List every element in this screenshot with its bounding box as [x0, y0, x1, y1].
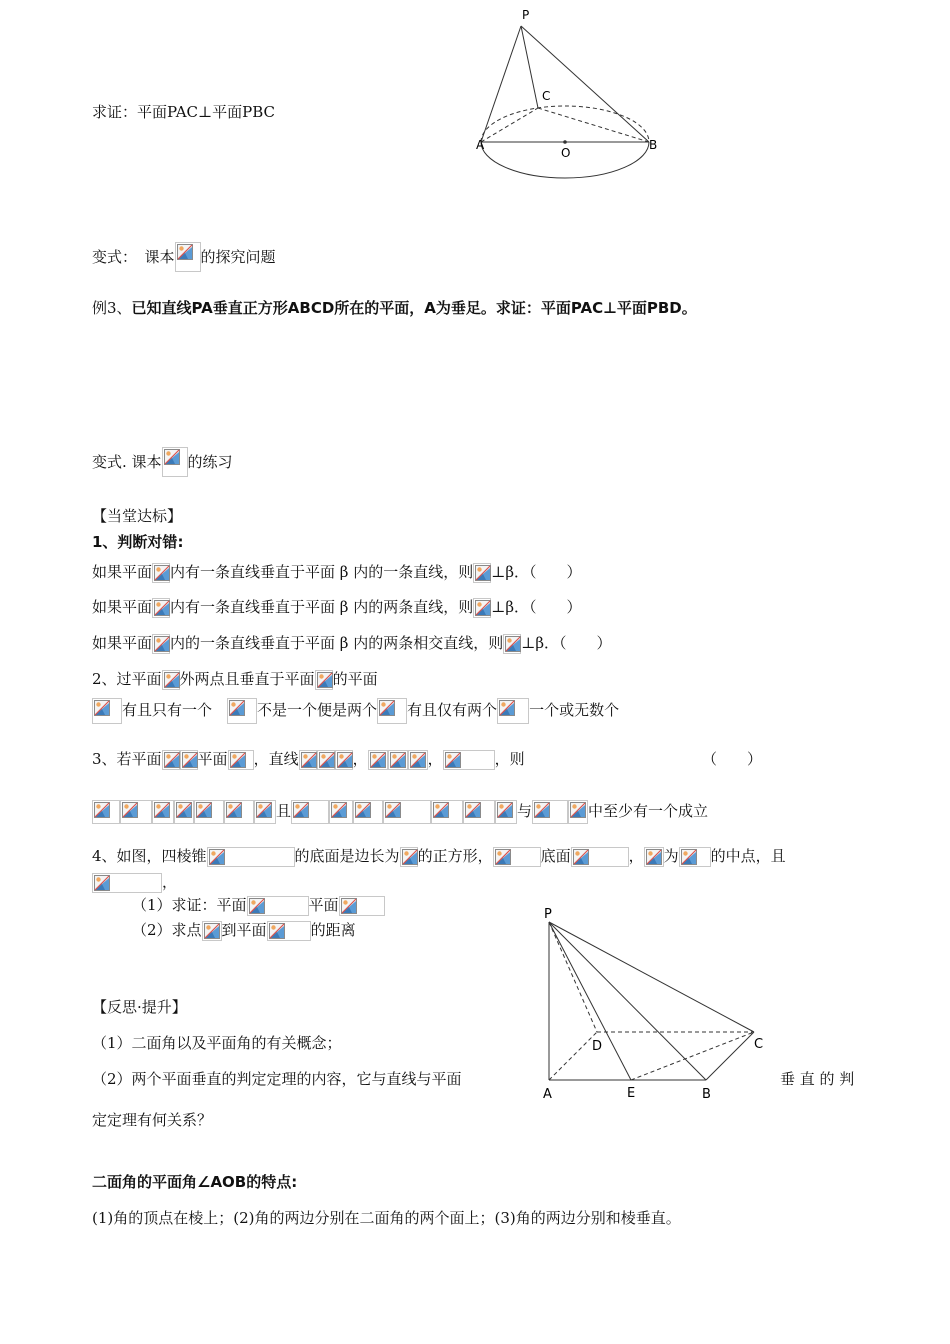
- image-icon: [329, 800, 353, 824]
- label-D: D: [592, 1039, 603, 1054]
- q1-line-3: 如果平面 内的一条直线垂直于平面 β 内的两条相交直线，则 ⊥β．（ ）: [92, 634, 612, 652]
- image-icon: [152, 800, 174, 824]
- image-icon: [152, 598, 170, 618]
- label-P: P: [522, 8, 530, 22]
- image-icon: [463, 800, 495, 824]
- reflection-1: （1）二面角以及平面角的有关概念；: [92, 1034, 342, 1052]
- image-icon: [92, 800, 120, 824]
- question-4-cont: ，: [92, 872, 177, 893]
- image-icon: [202, 921, 222, 941]
- label-E: E: [627, 1086, 636, 1101]
- image-icon: [315, 670, 333, 690]
- image-icon: [247, 896, 309, 916]
- option-b-icon: [227, 698, 257, 724]
- image-icon: [571, 847, 629, 867]
- image-icon: [162, 750, 180, 770]
- image-icon: [493, 847, 541, 867]
- image-icon: [194, 800, 224, 824]
- proof-statement: 求证：平面PAC⊥平面PBC: [92, 103, 276, 121]
- cone-figure: [470, 4, 660, 184]
- image-icon: [254, 800, 276, 824]
- image-icon: [400, 847, 418, 867]
- image-icon: [317, 750, 335, 770]
- label-O: O: [561, 146, 571, 160]
- image-icon: [267, 921, 311, 941]
- option-c-icon: [377, 698, 407, 724]
- image-icon: [120, 800, 152, 824]
- answer-bracket: （ ）: [702, 750, 763, 768]
- image-icon: [299, 750, 317, 770]
- image-icon: [568, 800, 588, 824]
- image-icon: [162, 670, 180, 690]
- question-3: 3、若平面 平面 ，直线 ， ， ，则: [92, 750, 525, 768]
- variation-2: 变式. 课本 的练习: [92, 447, 233, 477]
- pyramid-figure: [530, 902, 780, 1104]
- question-4-part-1: （1）求证：平面 平面: [132, 895, 385, 916]
- image-icon: [503, 634, 521, 654]
- image-icon: [291, 800, 329, 824]
- q1-line-1: 如果平面 内有一条直线垂直于平面 β 内的一条直线，则 ⊥β．（ ）: [92, 563, 582, 581]
- label-B: B: [649, 138, 658, 152]
- image-icon: [175, 242, 201, 272]
- option-d-icon: [497, 698, 529, 724]
- section-heading-standards: 【当堂达标】: [92, 507, 183, 525]
- image-icon: [368, 750, 388, 770]
- image-icon: [152, 563, 170, 583]
- question-2-options: 有且只有一个 不是一个便是两个 有且仅有两个 一个或无数个: [92, 698, 619, 724]
- q1-line-2: 如果平面 内有一条直线垂直于平面 β 内的两条直线，则 ⊥β．（ ）: [92, 598, 582, 616]
- image-icon: [431, 800, 463, 824]
- image-icon: [152, 634, 170, 654]
- label-C: C: [542, 89, 551, 103]
- reflection-3: 定定理有何关系？: [92, 1111, 213, 1129]
- example-3: 例3、已知直线PA垂直正方形ABCD所在的平面，A为垂足。求证：平面PAC⊥平面PBD。: [92, 299, 697, 317]
- label-P: P: [544, 907, 552, 922]
- label-B: B: [702, 1087, 711, 1102]
- variation-1: 变式： 课本 的探究问题: [92, 242, 276, 272]
- image-icon: [228, 750, 254, 770]
- image-icon: [473, 598, 491, 618]
- image-icon: [335, 750, 353, 770]
- option-a-icon: [92, 698, 122, 724]
- question-3-conditions: 且 与 中至少有一个成立: [92, 800, 708, 824]
- label-A: A: [543, 1087, 552, 1102]
- image-icon: [339, 896, 385, 916]
- image-icon: [388, 750, 408, 770]
- image-icon: [473, 563, 491, 583]
- image-icon: [495, 800, 517, 824]
- question-4-part-2: （2）求点 到平面 的距离: [132, 921, 356, 939]
- image-icon: [224, 800, 254, 824]
- feature-text: (1)角的顶点在棱上；(2)角的两边分别在二面角的两个面上；(3)角的两边分别和棱垂直。: [92, 1209, 681, 1227]
- image-icon: [92, 873, 162, 893]
- image-icon: [162, 447, 188, 477]
- image-icon: [443, 750, 495, 770]
- label-C: C: [754, 1037, 764, 1052]
- question-4: 4、如图，四棱锥 的底面是边长为 的正方形， 底面 ， 为 的中点，且: [92, 847, 786, 865]
- question-1-title: 1、判断对错:: [92, 533, 184, 551]
- image-icon: [679, 847, 711, 867]
- image-icon: [532, 800, 568, 824]
- feature-title: 二面角的平面角∠AOB的特点:: [92, 1173, 298, 1191]
- section-heading-reflection: 【反思·提升】: [92, 998, 187, 1016]
- image-icon: [180, 750, 198, 770]
- image-icon: [383, 800, 431, 824]
- image-icon: [408, 750, 428, 770]
- image-icon: [353, 800, 383, 824]
- reflection-2-end: 垂 直 的 判: [780, 1070, 855, 1088]
- label-A: A: [476, 138, 485, 152]
- image-icon: [644, 847, 664, 867]
- reflection-2: （2）两个平面垂直的判定定理的内容，它与直线与平面: [92, 1070, 462, 1088]
- image-icon: [174, 800, 194, 824]
- question-2: 2、过平面 外两点且垂直于平面 的平面: [92, 670, 378, 688]
- image-icon: [207, 847, 295, 867]
